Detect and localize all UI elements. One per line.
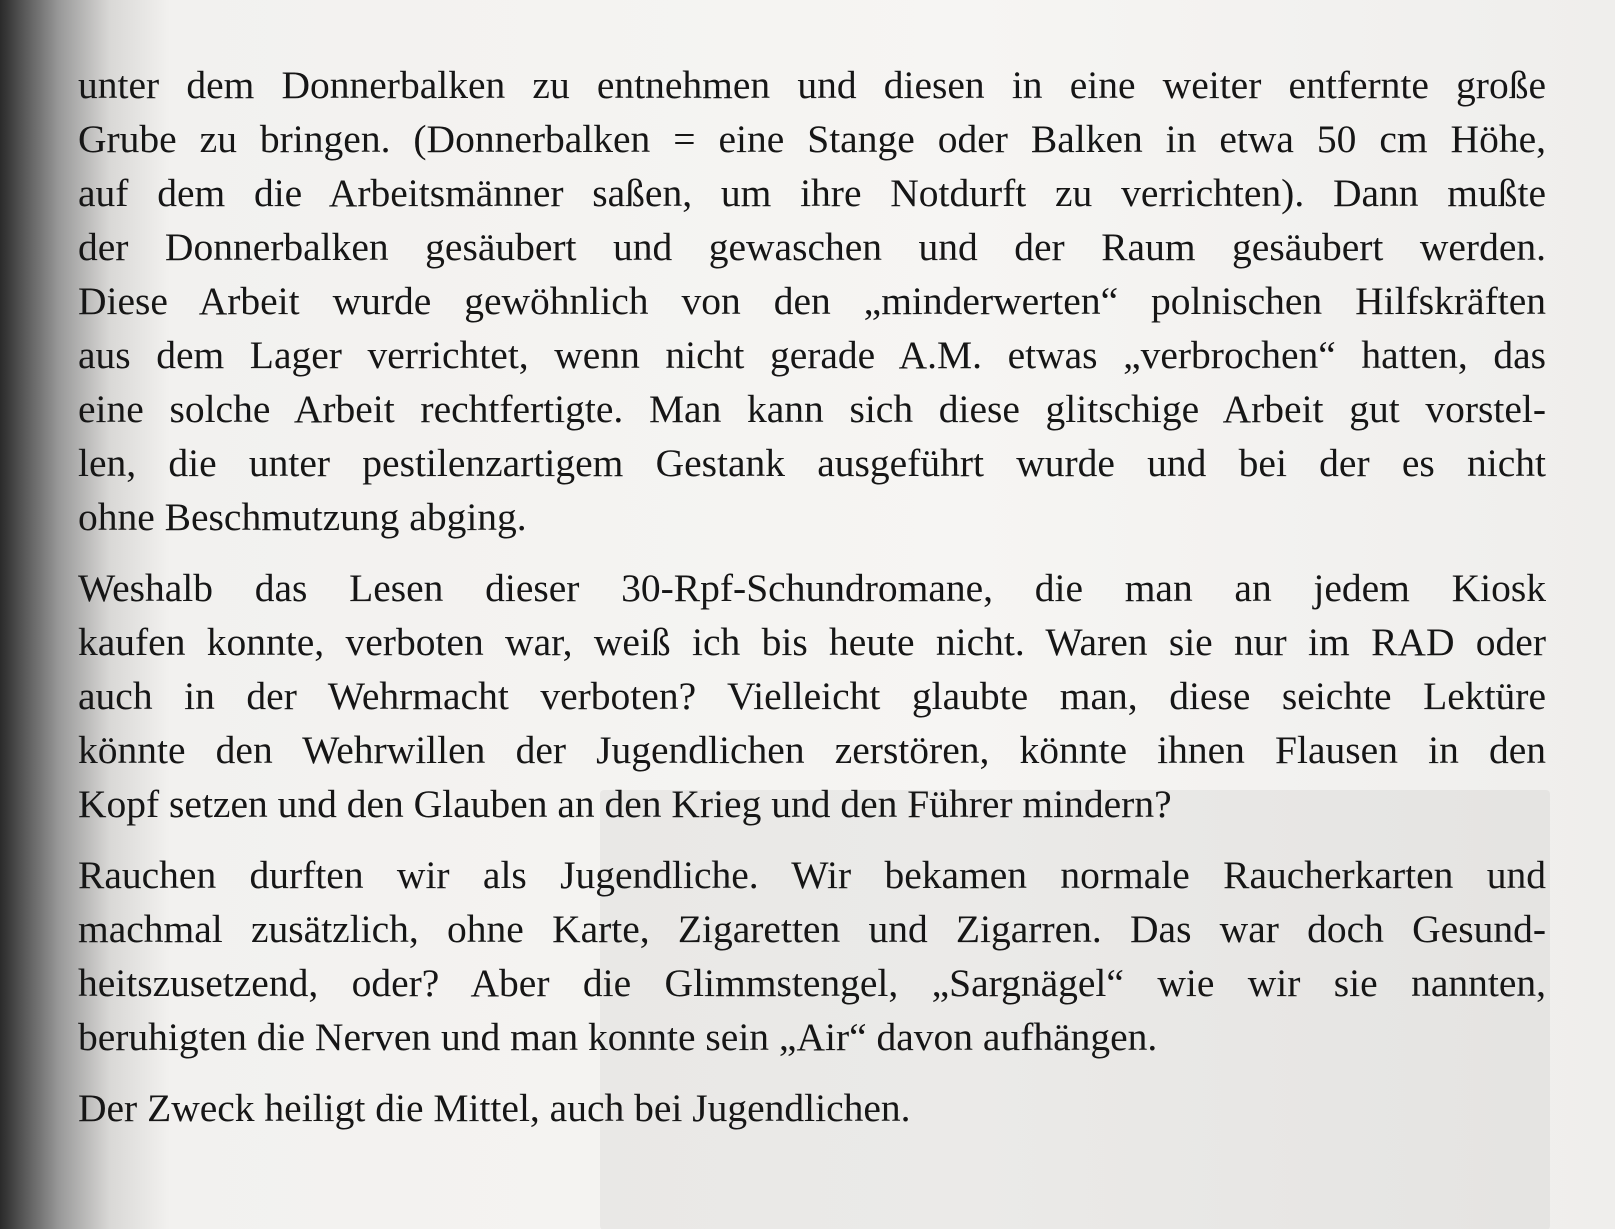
text-line: beruhigten die Nerven und man konnte sein „Air“ davon aufhängen.: [78, 1015, 1158, 1059]
text-line: Kopf setzen und den Glauben an den Krieg und den Führer mindern?: [78, 782, 1172, 826]
body-text: [78, 58, 1546, 1152]
text-line: Weshalb das Lesen dieser 30-Rpf-Schundromane, die man an jedem Kiosk: [78, 566, 1546, 610]
text-line: auch in der Wehrmacht verboten? Vielleicht glaubte man, diese seichte Lektüre: [78, 674, 1546, 718]
text-line: Grube zu bringen. (Donnerbalken = eine Stange oder Balken in etwa 50 cm Höhe,: [78, 117, 1546, 161]
paragraph-3: [78, 848, 1546, 1064]
text-line: unter dem Donnerbalken zu entnehmen und diesen in eine weiter entfernte große: [78, 63, 1546, 107]
text-line: eine solche Arbeit rechtfertigte. Man kann sich diese glitschige Arbeit gut vorstel-: [78, 387, 1546, 431]
paragraph-4: [78, 1081, 1546, 1135]
text-line: heitszusetzend, oder? Aber die Glimmstengel, „Sargnägel“ wie wir sie nannten,: [78, 961, 1546, 1005]
text-line: könnte den Wehrwillen der Jugendlichen zerstören, könnte ihnen Flausen in den: [78, 728, 1546, 772]
text-line: Der Zweck heiligt die Mittel, auch bei Jugendlichen.: [78, 1086, 911, 1130]
paragraph-1: [78, 58, 1546, 544]
text-line: Rauchen durften wir als Jugendliche. Wir bekamen normale Raucherkarten und: [78, 853, 1546, 897]
text-line: machmal zusätzlich, ohne Karte, Zigaretten und Zigarren. Das war doch Gesund-: [78, 907, 1546, 951]
paragraph-2: [78, 561, 1546, 831]
text-line: kaufen konnte, verboten war, weiß ich bis heute nicht. Waren sie nur im RAD oder: [78, 620, 1546, 664]
text-line: auf dem die Arbeitsmänner saßen, um ihre Notdurft zu verrichten). Dann mußte: [78, 171, 1546, 215]
text-line: Diese Arbeit wurde gewöhnlich von den „minderwerten“ polnischen Hilfskräften: [78, 279, 1546, 323]
text-line: ohne Beschmutzung abging.: [78, 495, 527, 539]
text-line: len, die unter pestilenzartigem Gestank ausgeführt wurde und bei der es nicht: [78, 441, 1546, 485]
text-line: aus dem Lager verrichtet, wenn nicht gerade A.M. etwas „verbrochen“ hatten, das: [78, 333, 1546, 377]
text-line: der Donnerbalken gesäubert und gewaschen und der Raum gesäubert werden.: [78, 225, 1546, 269]
